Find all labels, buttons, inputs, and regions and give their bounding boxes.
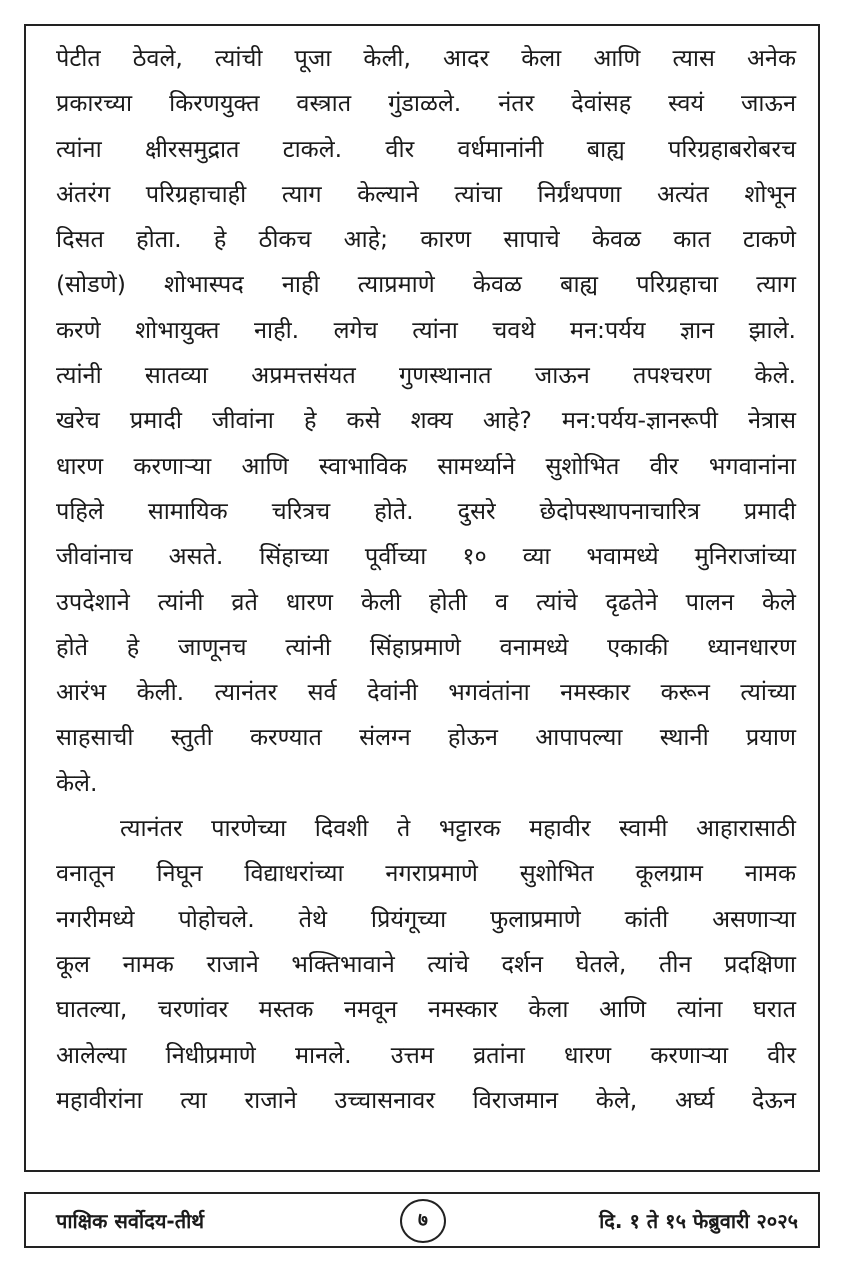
text-line: पहिले सामायिक चरित्रच होते. दुसरे छेदोपस्थापनाचारित्र प्रमादी: [56, 496, 796, 525]
page-number-badge: ७: [400, 1199, 446, 1243]
text-line: वनातून निघून विद्याधरांच्या नगराप्रमाणे सुशोभित कूलग्राम नामक: [56, 859, 796, 888]
text-line: अंतरंग परिग्रहाचाही त्याग केल्याने त्यांचा निर्ग्रंथपणा अत्यंत शोभून: [56, 179, 796, 208]
publication-name: पाक्षिक सर्वोदय-तीर्थ: [56, 1209, 205, 1233]
text-line: धारण करणाऱ्या आणि स्वाभाविक सामर्थ्याने सुशोभित वीर भगवानांना: [56, 451, 796, 480]
text-line: घातल्या, चरणांवर मस्तक नमवून नमस्कार केला आणि त्यांना घरात: [56, 995, 796, 1024]
text-line: आलेल्या निधीप्रमाणे मानले. उत्तम व्रतांना धारण करणाऱ्या वीर: [56, 1040, 796, 1069]
text-line: होते हे जाणूनच त्यांनी सिंहाप्रमाणे वनामध्ये एकाकी ध्यानधारण: [56, 632, 796, 661]
footer-bar: [24, 1192, 820, 1248]
body-text: [56, 36, 796, 1123]
text-line: पेटीत ठेवले, त्यांची पूजा केली, आदर केला आणि त्यास अनेक: [56, 44, 796, 72]
text-line: आरंभ केली. त्यानंतर सर्व देवांनी भगवंतांना नमस्कार करून त्यांच्या: [56, 678, 796, 707]
text-line: त्यांनी सातव्या अप्रमत्तसंयत गुणस्थानात जाऊन तपश्चरण केले.: [56, 361, 796, 390]
text-line: महावीरांना त्या राजाने उच्चासनावर विराजमान केले, अर्घ्य देऊन: [56, 1085, 796, 1114]
text-line: नगरीमध्ये पोहोचले. तेथे प्रियंगूच्या फुलाप्रमाणे कांती असणाऱ्या: [56, 904, 796, 933]
text-line: उपदेशाने त्यांनी व्रते धारण केली होती व त्यांचे दृढतेने पालन केले: [56, 587, 796, 616]
text-line: त्यांना क्षीरसमुद्रात टाकले. वीर वर्धमानांनी बाह्य परिग्रहाबरोबरच: [56, 134, 796, 163]
text-line: दिसत होता. हे ठीकच आहे; कारण सापाचे केवळ कात टाकणे: [56, 225, 796, 254]
paragraph-end-line: केले.: [56, 768, 98, 797]
text-line: जीवांनाच असते. सिंहाच्या पूर्वीच्या १० व्या भवामध्ये मुनिराजांच्या: [56, 542, 796, 571]
text-line: कूल नामक राजाने भक्तिभावाने त्यांचे दर्शन घेतले, तीन प्रदक्षिणा: [56, 949, 796, 978]
paragraph-start-line: त्यानंतर पारणेच्या दिवशी ते भट्टारक महावीर स्वामी आहारासाठी: [120, 814, 796, 843]
text-line: प्रकारच्या किरणयुक्त वस्त्रात गुंडाळले. नंतर देवांसह स्वयं जाऊन: [56, 89, 796, 118]
text-line: खरेच प्रमादी जीवांना हे कसे शक्य आहे? मन:पर्यय-ज्ञानरूपी नेत्रास: [56, 406, 796, 435]
text-line: (सोडणे) शोभास्पद नाही त्याप्रमाणे केवळ बाह्य परिग्रहाचा त्याग: [56, 270, 796, 299]
text-line: साहसाची स्तुती करण्यात संलग्न होऊन आपापल्या स्थानी प्रयाण: [56, 723, 796, 752]
issue-date: दि. १ ते १५ फेब्रुवारी २०२५: [599, 1209, 798, 1233]
text-line: करणे शोभायुक्त नाही. लगेच त्यांना चवथे मन:पर्यय ज्ञान झाले.: [56, 315, 796, 344]
